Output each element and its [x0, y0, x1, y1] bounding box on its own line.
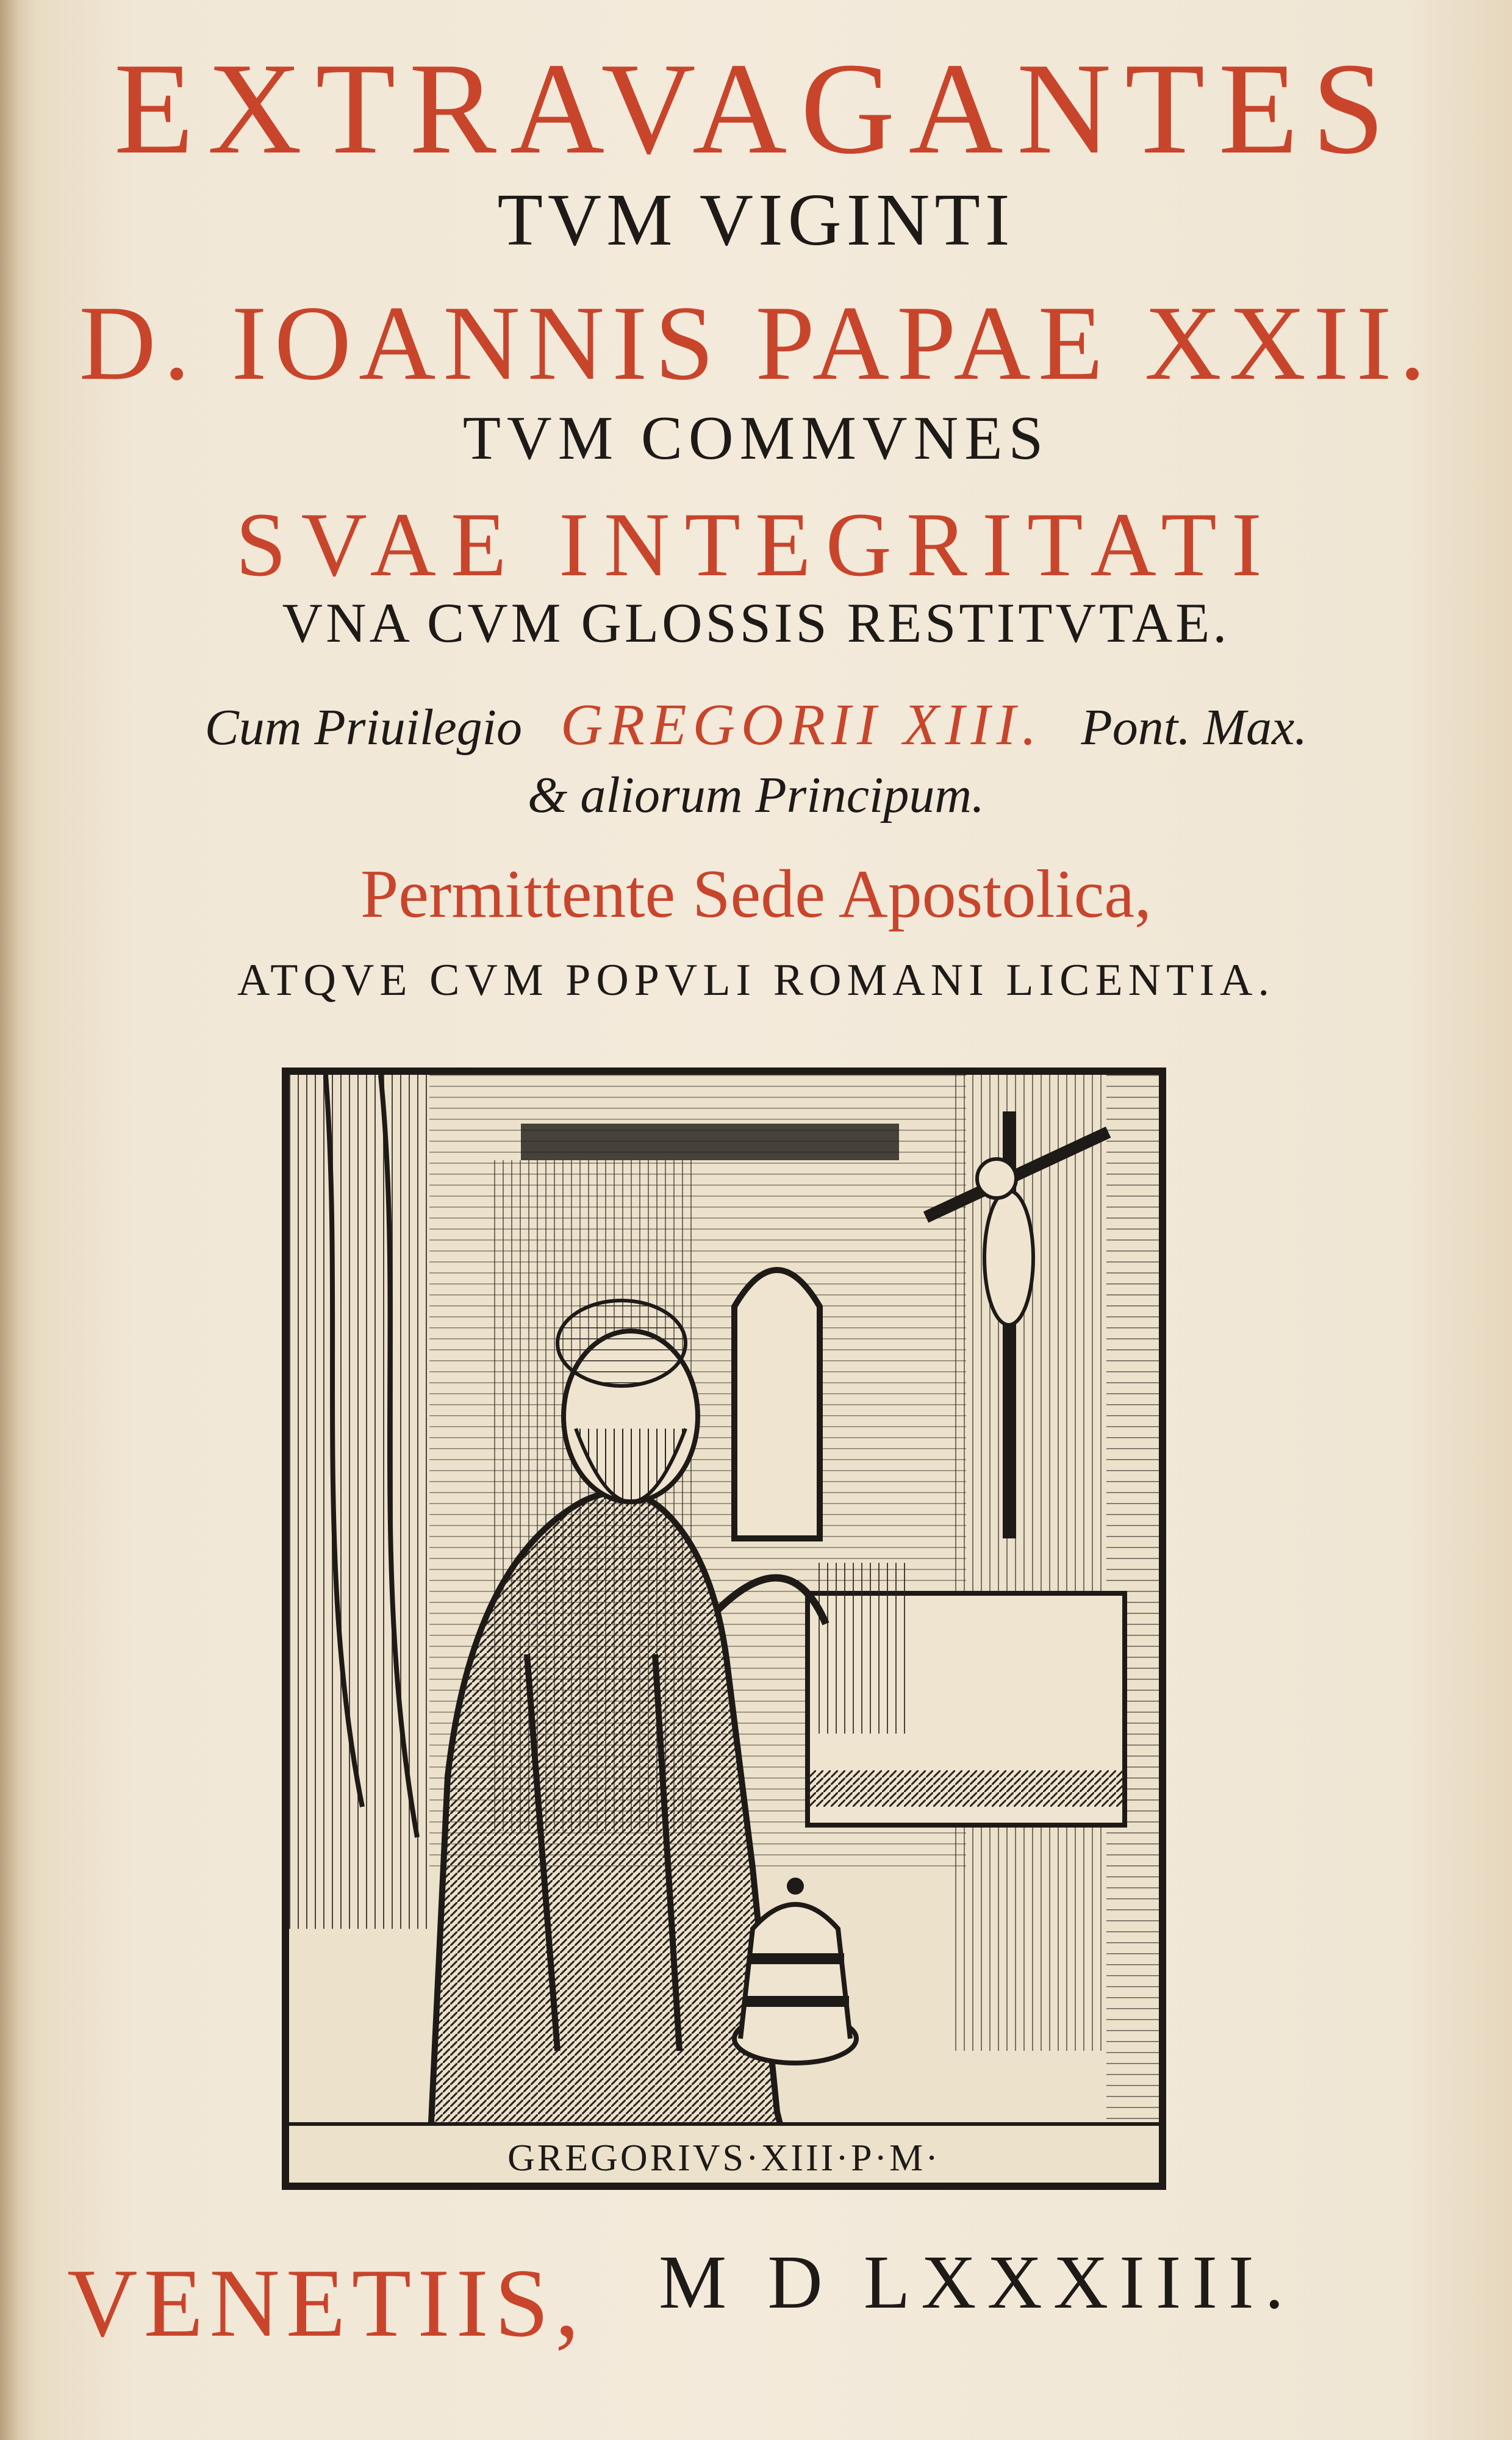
title-line-tum-viginti: TVM VIGINTI — [497, 179, 1015, 261]
title-line-extravagantes: EXTRAVAGANTES — [113, 35, 1399, 181]
woodcut-praying-pope-image — [289, 1075, 1159, 2183]
title-line-tum-communes: TVM COMMVNES — [462, 404, 1050, 473]
aliorum-principum-line: & aliorum Principum. — [528, 767, 984, 824]
imprint-place: VENETIIS, — [67, 2248, 586, 2357]
privilege-line — [0, 692, 1512, 757]
permittente-line: Permittente Sede Apostolica, — [360, 856, 1152, 932]
atque-cum-line: ATQVE CVM POPVLI ROMANI LICENTIA. — [237, 955, 1275, 1005]
woodcut-illustration — [282, 1068, 1166, 2190]
title-line-una-cum-glossis: VNA CVM GLOSSIS RESTITVTAE. — [282, 592, 1230, 654]
privilege-name: GREGORII XIII. — [561, 692, 1043, 757]
title-line-suae-integritati: SVAE INTEGRITATI — [235, 494, 1277, 595]
privilege-suffix: Pont. Max. — [1081, 699, 1308, 756]
imprint-year: M D LXXXIIII. — [659, 2241, 1295, 2325]
privilege-prefix: Cum Priuilegio — [204, 699, 523, 756]
title-line-ioannis-papae: D. IOANNIS PAPAE XXII. — [79, 284, 1433, 402]
woodcut-caption: GREGORIVS·XIII·P·M· — [507, 2137, 941, 2179]
